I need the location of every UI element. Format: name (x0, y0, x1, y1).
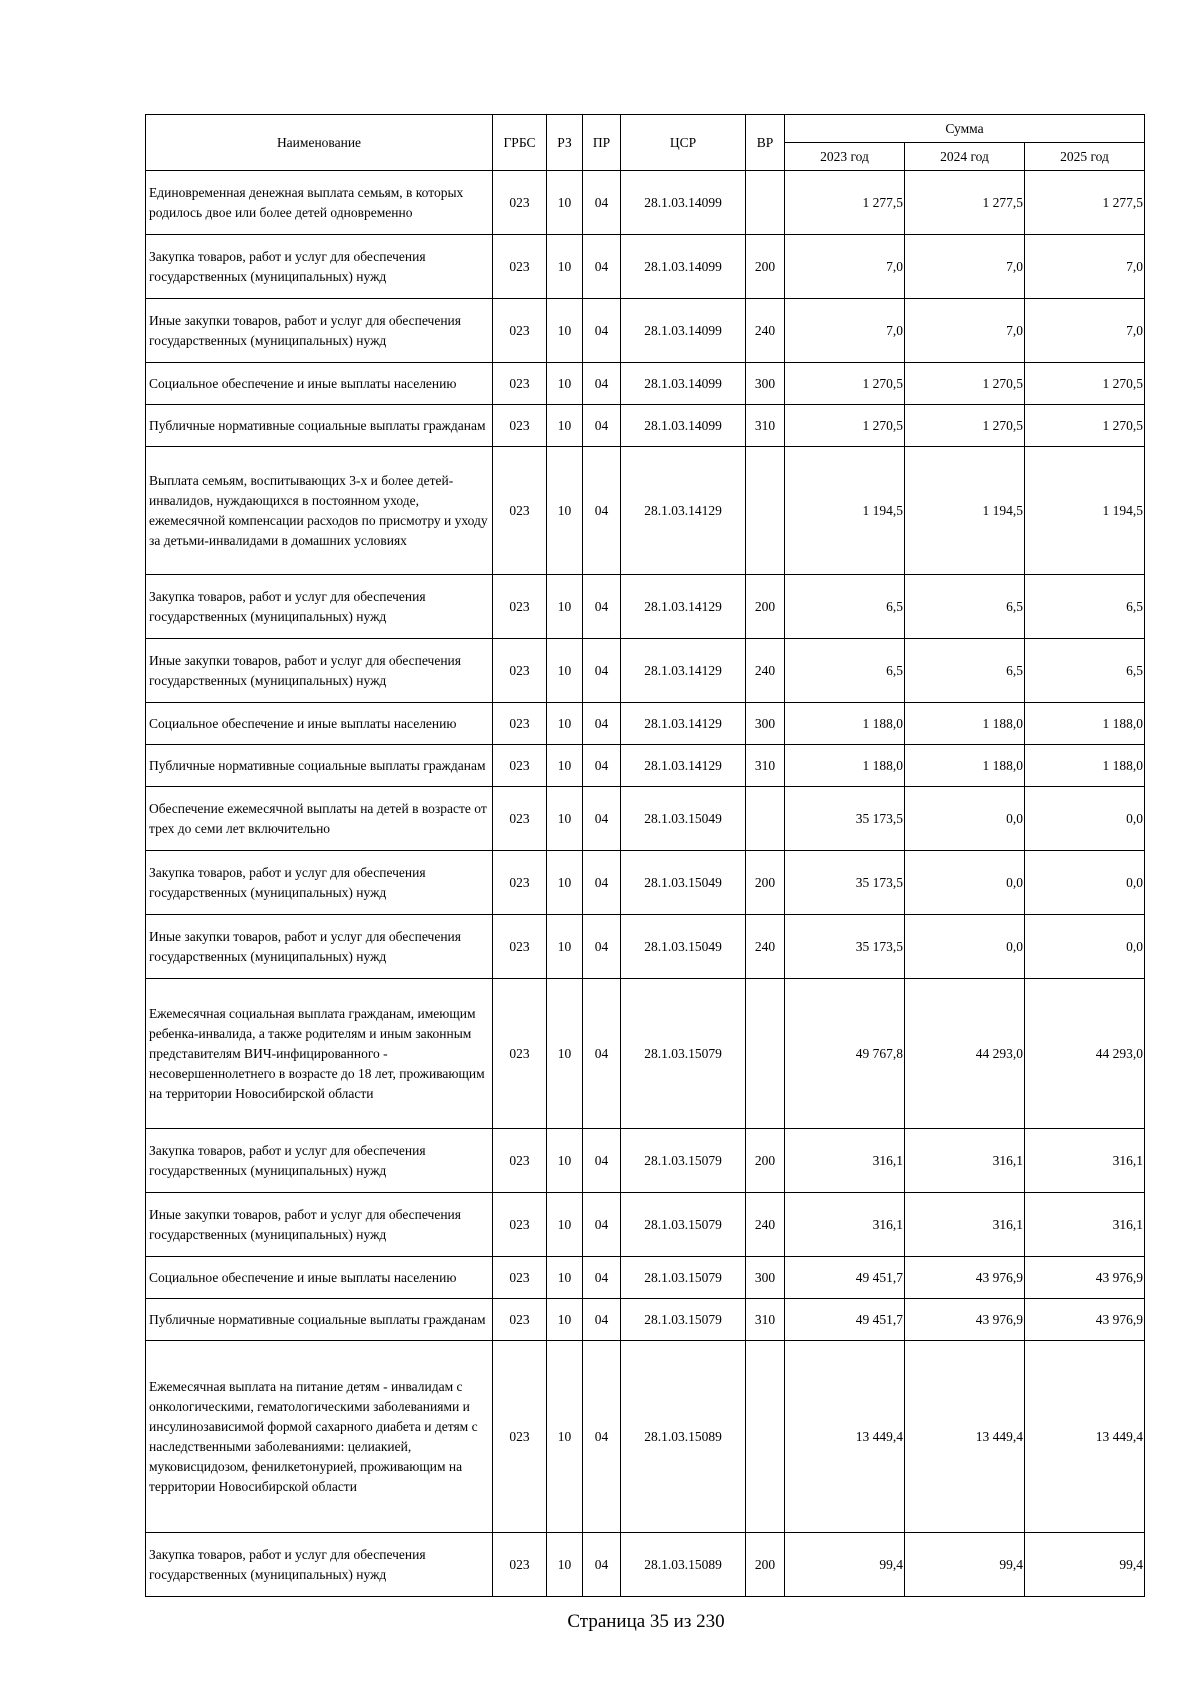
cell-grbs: 023 (493, 915, 547, 979)
table-row (146, 235, 1145, 299)
cell-rz: 10 (547, 1299, 583, 1341)
cell-grbs: 023 (493, 405, 547, 447)
cell-vr: 300 (746, 1257, 785, 1299)
cell-pr: 04 (583, 299, 621, 363)
cell-name: Закупка товаров, работ и услуг для обеспечения государственных (муниципальных) нужд (146, 235, 493, 299)
cell-vr: 310 (746, 1299, 785, 1341)
cell-sum-2024: 0,0 (905, 915, 1025, 979)
cell-sum-2023: 1 188,0 (785, 745, 905, 787)
cell-name: Иные закупки товаров, работ и услуг для обеспечения государственных (муниципальных) нужд (146, 915, 493, 979)
cell-sum-2025: 0,0 (1025, 915, 1145, 979)
cell-rz: 10 (547, 363, 583, 405)
cell-sum-2024: 7,0 (905, 235, 1025, 299)
cell-sum-2025: 6,5 (1025, 639, 1145, 703)
cell-sum-2024: 6,5 (905, 575, 1025, 639)
cell-grbs: 023 (493, 745, 547, 787)
cell-sum-2024: 44 293,0 (905, 979, 1025, 1129)
cell-sum-2023: 7,0 (785, 235, 905, 299)
cell-name: Обеспечение ежемесячной выплаты на детей в возрасте от трех до семи лет включительно (146, 787, 493, 851)
column-header-name: Наименование (146, 115, 493, 171)
column-header-vr: ВР (746, 115, 785, 171)
cell-sum-2025: 1 277,5 (1025, 171, 1145, 235)
cell-sum-2023: 99,4 (785, 1533, 905, 1597)
cell-name: Социальное обеспечение и иные выплаты населению (146, 1257, 493, 1299)
cell-grbs: 023 (493, 363, 547, 405)
cell-vr: 240 (746, 915, 785, 979)
cell-sum-2025: 43 976,9 (1025, 1257, 1145, 1299)
cell-csr: 28.1.03.14129 (621, 447, 746, 575)
column-header-pr: ПР (583, 115, 621, 171)
table-row (146, 787, 1145, 851)
cell-sum-2025: 0,0 (1025, 851, 1145, 915)
cell-sum-2023: 316,1 (785, 1193, 905, 1257)
cell-csr: 28.1.03.14129 (621, 703, 746, 745)
cell-name: Закупка товаров, работ и услуг для обеспечения государственных (муниципальных) нужд (146, 575, 493, 639)
cell-sum-2025: 13 449,4 (1025, 1341, 1145, 1533)
cell-name: Публичные нормативные социальные выплаты гражданам (146, 1299, 493, 1341)
cell-grbs: 023 (493, 1341, 547, 1533)
cell-pr: 04 (583, 639, 621, 703)
cell-pr: 04 (583, 851, 621, 915)
cell-grbs: 023 (493, 447, 547, 575)
cell-name: Ежемесячная выплата на питание детям - инвалидам с онкологическими, гематологическими заболеваниями и инсулинозависимой формой сахарного диабета и детям с наследственными заболеваниями: целиакией, муковисцидозом, фенилкетонурией, проживающим на территории Новосибирской области (146, 1341, 493, 1533)
column-header-csr: ЦСР (621, 115, 746, 171)
cell-pr: 04 (583, 363, 621, 405)
cell-pr: 04 (583, 915, 621, 979)
cell-name: Социальное обеспечение и иные выплаты населению (146, 363, 493, 405)
cell-pr: 04 (583, 787, 621, 851)
table-row (146, 575, 1145, 639)
cell-rz: 10 (547, 235, 583, 299)
cell-rz: 10 (547, 1257, 583, 1299)
cell-sum-2024: 316,1 (905, 1193, 1025, 1257)
cell-sum-2025: 1 270,5 (1025, 363, 1145, 405)
cell-csr: 28.1.03.14129 (621, 575, 746, 639)
cell-vr: 240 (746, 299, 785, 363)
table-row (146, 405, 1145, 447)
cell-rz: 10 (547, 447, 583, 575)
cell-sum-2025: 316,1 (1025, 1193, 1145, 1257)
column-header-sum: Сумма (785, 115, 1145, 143)
cell-sum-2025: 7,0 (1025, 299, 1145, 363)
table-row (146, 1341, 1145, 1533)
cell-rz: 10 (547, 1533, 583, 1597)
table-row (146, 447, 1145, 575)
cell-sum-2023: 35 173,5 (785, 915, 905, 979)
cell-vr: 200 (746, 1533, 785, 1597)
cell-name: Единовременная денежная выплата семьям, в которых родилось двое или более детей одновременно (146, 171, 493, 235)
table-row (146, 915, 1145, 979)
cell-grbs: 023 (493, 703, 547, 745)
cell-name: Ежемесячная социальная выплата гражданам, имеющим ребенка-инвалида, а также родителям и иным законным представителям ВИЧ-инфицированного - несовершеннолетнего в возрасте до 18 лет, проживающим на территории Новосибирской области (146, 979, 493, 1129)
cell-sum-2023: 35 173,5 (785, 787, 905, 851)
cell-csr: 28.1.03.14099 (621, 299, 746, 363)
cell-sum-2023: 1 188,0 (785, 703, 905, 745)
cell-vr: 300 (746, 363, 785, 405)
cell-pr: 04 (583, 745, 621, 787)
cell-rz: 10 (547, 787, 583, 851)
cell-vr (746, 447, 785, 575)
cell-csr: 28.1.03.15049 (621, 915, 746, 979)
cell-sum-2023: 7,0 (785, 299, 905, 363)
cell-pr: 04 (583, 979, 621, 1129)
cell-sum-2025: 1 194,5 (1025, 447, 1145, 575)
cell-pr: 04 (583, 1129, 621, 1193)
cell-vr: 200 (746, 235, 785, 299)
cell-vr: 300 (746, 703, 785, 745)
cell-sum-2024: 1 270,5 (905, 363, 1025, 405)
cell-sum-2024: 1 188,0 (905, 745, 1025, 787)
table-row (146, 979, 1145, 1129)
cell-csr: 28.1.03.15079 (621, 1299, 746, 1341)
cell-csr: 28.1.03.14099 (621, 405, 746, 447)
cell-csr: 28.1.03.15079 (621, 1257, 746, 1299)
cell-rz: 10 (547, 405, 583, 447)
cell-grbs: 023 (493, 787, 547, 851)
cell-sum-2024: 1 188,0 (905, 703, 1025, 745)
cell-csr: 28.1.03.15079 (621, 1129, 746, 1193)
column-header-year-2025: 2025 год (1025, 143, 1145, 171)
cell-rz: 10 (547, 171, 583, 235)
cell-sum-2024: 43 976,9 (905, 1257, 1025, 1299)
cell-grbs: 023 (493, 639, 547, 703)
cell-grbs: 023 (493, 171, 547, 235)
cell-grbs: 023 (493, 1129, 547, 1193)
cell-rz: 10 (547, 851, 583, 915)
table-row (146, 363, 1145, 405)
cell-sum-2024: 6,5 (905, 639, 1025, 703)
cell-name: Выплата семьям, воспитывающих 3-х и более детей-инвалидов, нуждающихся в постоянном уходе, ежемесячной компенсации расходов по присмотру и уходу за детьми-инвалидами в домашних условиях (146, 447, 493, 575)
cell-sum-2024: 13 449,4 (905, 1341, 1025, 1533)
cell-name: Публичные нормативные социальные выплаты гражданам (146, 405, 493, 447)
cell-csr: 28.1.03.15089 (621, 1341, 746, 1533)
cell-rz: 10 (547, 299, 583, 363)
table-row (146, 1533, 1145, 1597)
cell-grbs: 023 (493, 1533, 547, 1597)
cell-sum-2023: 1 277,5 (785, 171, 905, 235)
column-header-year-2024: 2024 год (905, 143, 1025, 171)
cell-vr (746, 1341, 785, 1533)
cell-pr: 04 (583, 1299, 621, 1341)
cell-sum-2025: 1 188,0 (1025, 703, 1145, 745)
cell-csr: 28.1.03.15049 (621, 851, 746, 915)
cell-name: Социальное обеспечение и иные выплаты населению (146, 703, 493, 745)
cell-sum-2025: 99,4 (1025, 1533, 1145, 1597)
cell-sum-2023: 316,1 (785, 1129, 905, 1193)
cell-vr: 310 (746, 405, 785, 447)
cell-grbs: 023 (493, 979, 547, 1129)
cell-csr: 28.1.03.15049 (621, 787, 746, 851)
cell-rz: 10 (547, 575, 583, 639)
cell-pr: 04 (583, 447, 621, 575)
cell-pr: 04 (583, 1193, 621, 1257)
cell-vr: 200 (746, 575, 785, 639)
cell-grbs: 023 (493, 1257, 547, 1299)
cell-csr: 28.1.03.15079 (621, 979, 746, 1129)
page-number: Страница 35 из 230 (567, 1611, 725, 1632)
cell-sum-2023: 1 194,5 (785, 447, 905, 575)
table-row (146, 171, 1145, 235)
cell-csr: 28.1.03.14099 (621, 171, 746, 235)
cell-vr (746, 979, 785, 1129)
cell-sum-2024: 99,4 (905, 1533, 1025, 1597)
cell-csr: 28.1.03.15089 (621, 1533, 746, 1597)
cell-grbs: 023 (493, 1299, 547, 1341)
cell-rz: 10 (547, 639, 583, 703)
cell-pr: 04 (583, 1341, 621, 1533)
cell-sum-2025: 43 976,9 (1025, 1299, 1145, 1341)
cell-name: Публичные нормативные социальные выплаты гражданам (146, 745, 493, 787)
cell-sum-2024: 1 270,5 (905, 405, 1025, 447)
cell-rz: 10 (547, 1341, 583, 1533)
cell-sum-2025: 1 188,0 (1025, 745, 1145, 787)
column-header-year-2023: 2023 год (785, 143, 905, 171)
cell-csr: 28.1.03.14099 (621, 235, 746, 299)
cell-grbs: 023 (493, 575, 547, 639)
cell-sum-2024: 1 194,5 (905, 447, 1025, 575)
cell-vr: 200 (746, 851, 785, 915)
cell-pr: 04 (583, 1257, 621, 1299)
table-row (146, 851, 1145, 915)
cell-rz: 10 (547, 1129, 583, 1193)
cell-grbs: 023 (493, 1193, 547, 1257)
table-row (146, 703, 1145, 745)
cell-rz: 10 (547, 915, 583, 979)
cell-sum-2025: 7,0 (1025, 235, 1145, 299)
cell-sum-2025: 316,1 (1025, 1129, 1145, 1193)
cell-name: Закупка товаров, работ и услуг для обеспечения государственных (муниципальных) нужд (146, 851, 493, 915)
cell-sum-2023: 49 451,7 (785, 1257, 905, 1299)
cell-rz: 10 (547, 1193, 583, 1257)
cell-vr: 240 (746, 639, 785, 703)
cell-name: Закупка товаров, работ и услуг для обеспечения государственных (муниципальных) нужд (146, 1533, 493, 1597)
cell-sum-2025: 1 270,5 (1025, 405, 1145, 447)
cell-pr: 04 (583, 703, 621, 745)
cell-csr: 28.1.03.14099 (621, 363, 746, 405)
table-row (146, 299, 1145, 363)
table-row (146, 639, 1145, 703)
cell-sum-2025: 0,0 (1025, 787, 1145, 851)
cell-sum-2023: 1 270,5 (785, 405, 905, 447)
cell-vr: 200 (746, 1129, 785, 1193)
table-row (146, 1299, 1145, 1341)
cell-vr (746, 171, 785, 235)
cell-sum-2023: 49 767,8 (785, 979, 905, 1129)
cell-name: Иные закупки товаров, работ и услуг для обеспечения государственных (муниципальных) нужд (146, 1193, 493, 1257)
cell-rz: 10 (547, 745, 583, 787)
cell-sum-2024: 0,0 (905, 787, 1025, 851)
cell-pr: 04 (583, 575, 621, 639)
cell-sum-2025: 44 293,0 (1025, 979, 1145, 1129)
cell-sum-2023: 35 173,5 (785, 851, 905, 915)
cell-sum-2023: 1 270,5 (785, 363, 905, 405)
cell-sum-2024: 43 976,9 (905, 1299, 1025, 1341)
cell-pr: 04 (583, 171, 621, 235)
cell-sum-2025: 6,5 (1025, 575, 1145, 639)
cell-sum-2024: 7,0 (905, 299, 1025, 363)
cell-sum-2023: 6,5 (785, 639, 905, 703)
cell-csr: 28.1.03.14129 (621, 639, 746, 703)
cell-pr: 04 (583, 405, 621, 447)
cell-csr: 28.1.03.15079 (621, 1193, 746, 1257)
cell-sum-2023: 6,5 (785, 575, 905, 639)
cell-sum-2024: 1 277,5 (905, 171, 1025, 235)
cell-name: Иные закупки товаров, работ и услуг для обеспечения государственных (муниципальных) нужд (146, 639, 493, 703)
cell-pr: 04 (583, 1533, 621, 1597)
cell-sum-2024: 0,0 (905, 851, 1025, 915)
cell-grbs: 023 (493, 299, 547, 363)
table-header (146, 115, 1145, 171)
cell-sum-2023: 49 451,7 (785, 1299, 905, 1341)
table-row (146, 745, 1145, 787)
cell-vr (746, 787, 785, 851)
cell-grbs: 023 (493, 851, 547, 915)
table-row (146, 1129, 1145, 1193)
cell-pr: 04 (583, 235, 621, 299)
cell-csr: 28.1.03.14129 (621, 745, 746, 787)
column-header-rz: РЗ (547, 115, 583, 171)
cell-rz: 10 (547, 703, 583, 745)
cell-vr: 310 (746, 745, 785, 787)
budget-table (145, 114, 1145, 1597)
table-row (146, 1257, 1145, 1299)
cell-grbs: 023 (493, 235, 547, 299)
cell-name: Иные закупки товаров, работ и услуг для обеспечения государственных (муниципальных) нужд (146, 299, 493, 363)
table-body (146, 171, 1145, 1597)
column-header-grbs: ГРБС (493, 115, 547, 171)
cell-sum-2023: 13 449,4 (785, 1341, 905, 1533)
cell-vr: 240 (746, 1193, 785, 1257)
table-row (146, 1193, 1145, 1257)
cell-name: Закупка товаров, работ и услуг для обеспечения государственных (муниципальных) нужд (146, 1129, 493, 1193)
cell-sum-2024: 316,1 (905, 1129, 1025, 1193)
cell-rz: 10 (547, 979, 583, 1129)
